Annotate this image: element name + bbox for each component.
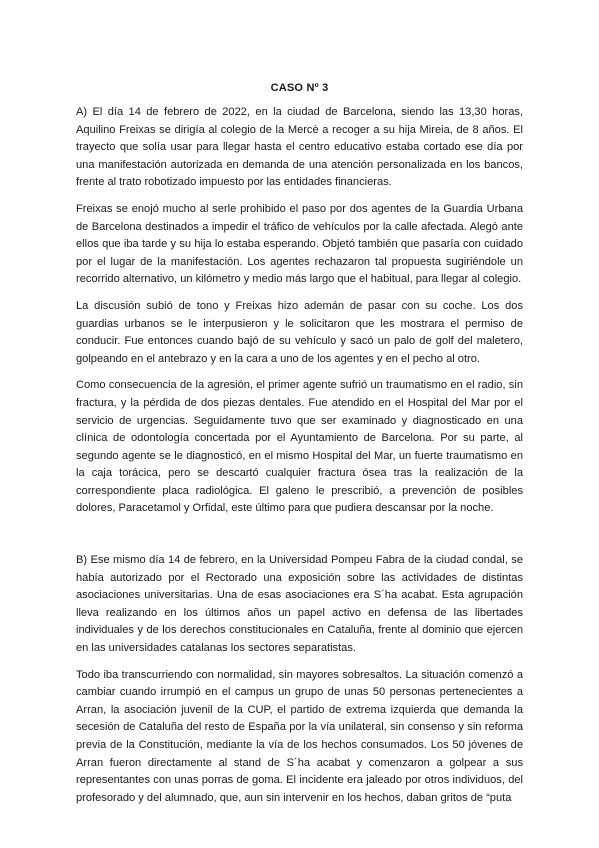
paragraph-a3: La discusión subió de tono y Freixas hizo ademán de pasar con su coche. Los dos guardias urbanos se le interpusieron y le solicitaron que les mostrara el permiso de conducir. Fue entonces cuando bajó de su vehículo y sacó un palo de golf del maletero, golpeando en el antebrazo y en la cara a uno de los agentes y en el pecho al otro. — [76, 299, 523, 365]
paragraph-a2: Freixas se enojó mucho al serle prohibido el paso por dos agentes de la Guardia Urbana de Barcelona destinados a impedir el tráfico de vehículos por la calle afectada. Alegó ante ellos que iba tarde y su hija lo estaba esperando. Objetó también que pasaría con cuidado por el lugar de la manifestación. Los agentes rechazaron tal propuesta sugiriéndole un recorrido alternativo, un kilómetro y medio más largo que el habitual, para llegar al colegio. — [76, 202, 523, 286]
paragraph-a4: Como consecuencia de la agresión, el primer agente sufrió un traumatismo en el radio, sin fractura, y la pérdida de dos piezas dentales. Fue atendido en el Hospital del Mar por el servicio de urgencias. Seguidamente tuvo que ser examinado y diagnosticado en una clínica de odontología concertada por el Ayuntamiento de Barcelona. Por su parte, al segundo agente se le diagnosticó, en el mismo Hospital del Mar, un fuerte traumatismo en la caja torácica, pero se descartó cualquier fractura ósea tras la realización de la correspondiente placa radiológica. El galeno le prescribió, a prevención de posibles dolores, Paracetamol y Orfidal, este último para que pudiera descansar por la noche. — [76, 379, 523, 515]
document-body — [76, 104, 523, 807]
paragraph-b1: B) Ese mismo día 14 de febrero, en la Universidad Pompeu Fabra de la ciudad condal, se había autorizado por el Rectorado una exposición sobre las actividades de distintas asociaciones universitarias. Una de esas asociaciones era S´ha acabat. Esta agrupación lleva realizando en los últimos años un papel activo en defensa de las libertades individuales y de los derechos constitucionales en Cataluña, frente al dominio que ejercen en las universidades catalanas los sectores separatistas. — [76, 554, 523, 655]
paragraph-a1: A) El día 14 de febrero de 2022, en la ciudad de Barcelona, siendo las 13,30 horas, Aquilino Freixas se dirigía al colegio de la Mercè a recoger a su hija Mireia, de 8 años. El trayecto que solía usar para llegar hasta el centro educativo estaba cortado ese día por una manifestación autorizada en demanda de una atención personalizada en los bancos, frente al trato robotizado impuesto por las entidades financieras. — [76, 106, 523, 189]
paragraph-b2: Todo iba transcurriendo con normalidad, sin mayores sobresaltos. La situación comenzó a cambiar cuando irrumpió en el campus un grupo de unas 50 personas pertenecientes a Arran, la asociación juvenil de la CUP, el partido de extrema izquierda que demanda la secesión de Cataluña del resto de España por la vía unilateral, sin consenso y sin reforma previa de la Constitución, mediante la vía de los hechos consumados. Los 50 jóvenes de Arran fueron directamente al stand de S´ha acabat y comenzaron a golpear a sus representantes con unas porras de goma. El incidente era jaleado por otros individuos, del profesorado y del alumnado, que, aun sin intervenir en los hechos, daban gritos de “puta — [76, 668, 523, 804]
page-title: CASO Nº 3 — [270, 82, 329, 94]
